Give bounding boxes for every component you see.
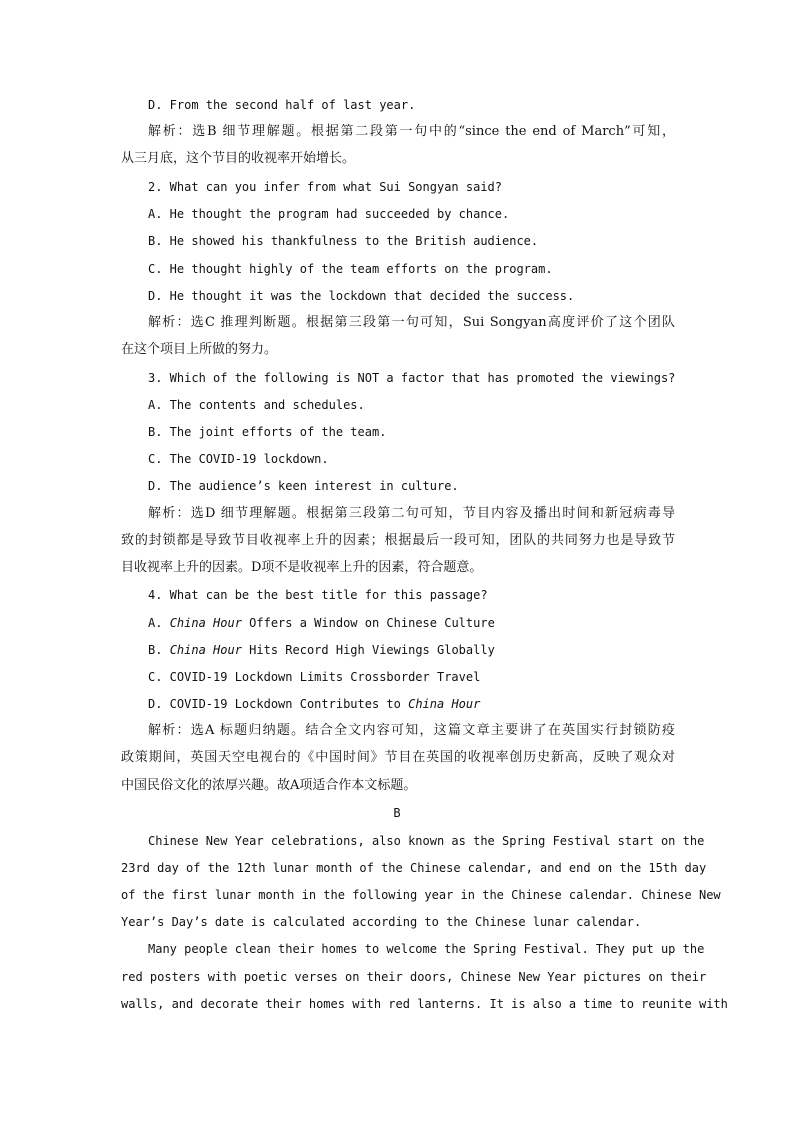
- passage-p2-line2: red posters with poetic verses on their doors, Chinese New Year pictures on their: [121, 970, 707, 984]
- question-2: 2. What can you infer from what Sui Songyan said?: [148, 180, 503, 194]
- option-b-q4-italic-title: China Hour: [169, 643, 242, 657]
- analysis-q4-line3: 中国民俗文化的浓厚兴趣。故A项适合作本文标题。: [121, 778, 417, 793]
- option-d-q4-italic-title: China Hour: [408, 697, 481, 711]
- question-3: 3. Which of the following is NOT a factor that has promoted the viewings?: [148, 371, 676, 385]
- option-a-q4: [148, 615, 675, 631]
- analysis-q4-line1: 解析：选A 标题归纳题。结合全文内容可知，这篇文章主要讲了在英国实行封锁防疫: [148, 723, 675, 738]
- option-a-q3: A. The contents and schedules.: [148, 398, 365, 412]
- option-b-q4: [148, 642, 675, 658]
- option-b-q4-prefix: B.: [148, 643, 170, 657]
- option-c-q2: C. He thought highly of the team efforts on the program.: [148, 262, 553, 276]
- passage-p1-line4: Year’s Day’s date is calculated according to the Chinese lunar calendar.: [121, 915, 642, 929]
- analysis-q2-line1: 解析：选C 推理判断题。根据第三段第一句可知，Sui Songyan高度评价了这个团队: [148, 315, 675, 330]
- passage-p1-line1: Chinese New Year celebrations, also known as the Spring Festival start on the: [148, 834, 705, 848]
- passage-p1-line2: 23rd day of the 12th lunar month of the Chinese calendar, and end on the 15th day: [121, 861, 707, 875]
- option-d-q2: D. He thought it was the lockdown that decided the success.: [148, 289, 575, 303]
- option-a-q4-italic-title: China Hour: [169, 616, 242, 630]
- option-b-q2: B. He showed his thankfulness to the British audience.: [148, 234, 539, 248]
- option-c-q3: C. The COVID-19 lockdown.: [148, 452, 329, 466]
- option-d-q3: D. The audience’s keen interest in culture.: [148, 479, 459, 493]
- option-a-q4-prefix: A.: [148, 616, 170, 630]
- question-4: 4. What can be the best title for this passage?: [148, 588, 488, 602]
- option-a-q2: A. He thought the program had succeeded by chance.: [148, 207, 510, 221]
- option-c-q4: C. COVID-19 Lockdown Limits Crossborder Travel: [148, 670, 481, 684]
- analysis-q4-line2: 政策期间，英国天空电视台的《中国时间》节目在英国的收视率创历史新高，反映了观众对: [121, 750, 675, 765]
- passage-p1-line3: of the first lunar month in the following year in the Chinese calendar. Chinese New: [121, 888, 721, 902]
- analysis-q2-line2: 在这个项目上所做的努力。: [121, 342, 278, 357]
- option-a-q4-rest: Offers a Window on Chinese Culture: [241, 616, 495, 630]
- option-d-q4: [148, 696, 675, 712]
- passage-p2-line1: Many people clean their homes to welcome the Spring Festival. They put up the: [148, 942, 705, 956]
- analysis-q3-line3: 目收视率上升的因素。D项不是收视率上升的因素，符合题意。: [121, 560, 483, 575]
- analysis-q1-line2: 从三月底，这个节目的收视率开始增长。: [121, 151, 356, 166]
- option-b-q4-rest: Hits Record High Viewings Globally: [241, 643, 495, 657]
- passage-p2-line3: walls, and decorate their homes with red lanterns. It is also a time to reunite with: [121, 997, 728, 1011]
- analysis-q1-line1: 解析：选B 细节理解题。根据第二段第一句中的“since the end of March”可知，: [148, 124, 675, 139]
- section-heading-b: B: [393, 806, 401, 820]
- option-b-q3: B. The joint efforts of the team.: [148, 425, 387, 439]
- analysis-q3-line1: 解析：选D 细节理解题。根据第三段第二句可知，节目内容及播出时间和新冠病毒导: [148, 506, 675, 521]
- analysis-q3-line2: 致的封锁都是导致节目收视率上升的因素；根据最后一段可知，团队的共同努力也是导致节: [121, 533, 675, 548]
- option-d-q4-text: D. COVID-19 Lockdown Contributes to: [148, 697, 409, 711]
- option-d-q1: D. From the second half of last year.: [148, 98, 416, 112]
